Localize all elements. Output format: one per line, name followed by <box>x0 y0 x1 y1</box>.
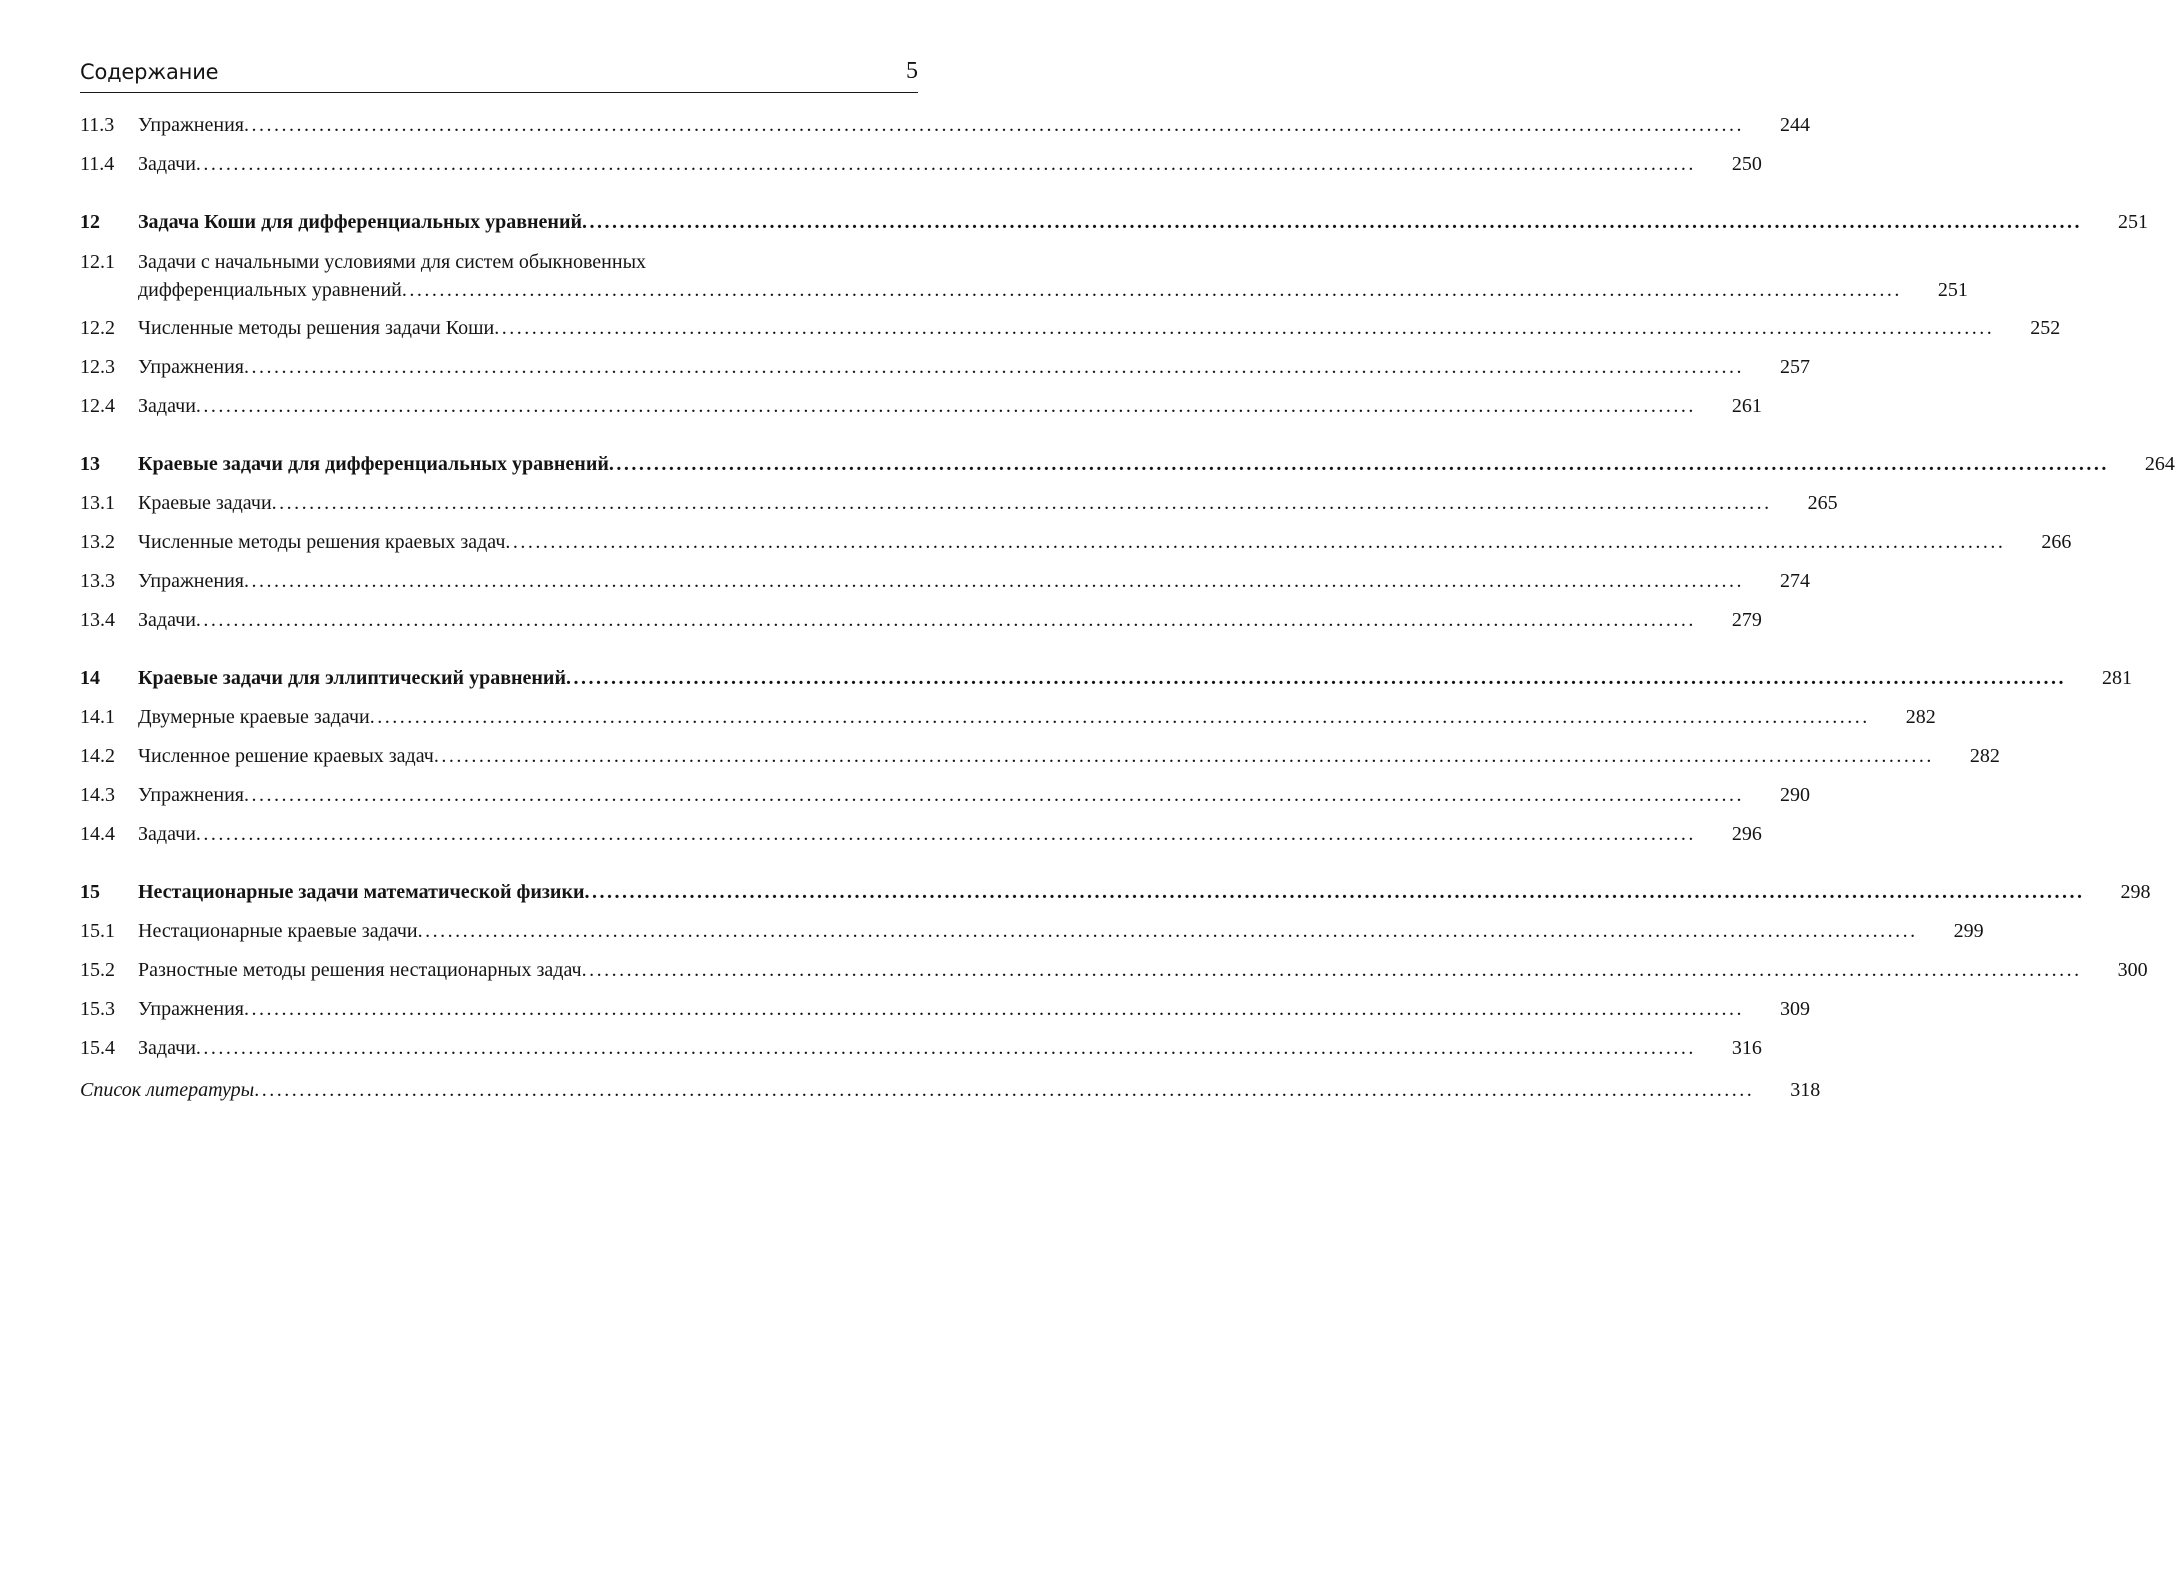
toc-entry-number: 14.3 <box>80 784 115 806</box>
dot-leader: ........................................................................................................................................................................................................ <box>584 881 2085 903</box>
toc-entry-number: 12 <box>80 211 100 233</box>
toc-entry-page: 279 <box>1731 609 1762 631</box>
toc-entry-page: 274 <box>1780 570 1810 592</box>
dot-leader: ........................................................................................................................................................................................................ <box>195 609 1696 631</box>
toc-entry-page: 296 <box>1731 823 1762 845</box>
toc-entry-page: 261 <box>1731 395 1762 417</box>
toc-entry-page: 290 <box>1780 784 1810 806</box>
toc-entry-title: Нестационарные задачи математической физики <box>138 881 585 903</box>
toc-entry-title: Упражнения <box>138 784 244 806</box>
dot-leader: ........................................................................................................................................................................................................ <box>195 153 1696 175</box>
dot-leader: ........................................................................................................................................................................................................ <box>195 395 1696 417</box>
toc-entry-page: 265 <box>1807 492 1838 514</box>
toc-entry-page: 250 <box>1731 153 1762 175</box>
toc-entry-title: Задача Коши для дифференциальных уравнений <box>138 211 582 233</box>
toc-entry-page: 251 <box>1937 279 1968 301</box>
dot-leader: ........................................................................................................................................................................................................ <box>505 531 2006 553</box>
dot-leader: ........................................................................................................................................................................................................ <box>565 667 2066 689</box>
toc-entry-number: 13.4 <box>80 609 115 631</box>
toc-entry-page: 282 <box>1969 745 2000 767</box>
running-head-page-number: 5 <box>906 58 918 84</box>
toc-entry-number: 12.3 <box>80 356 115 378</box>
dot-leader: ........................................................................................................................................................................................................ <box>195 823 1696 845</box>
dot-leader: ........................................................................................................................................................................................................ <box>581 959 2082 981</box>
toc-entry-page: 316 <box>1731 1037 1762 1059</box>
toc-entry-number: 15.3 <box>80 998 115 1020</box>
dot-leader: ........................................................................................................................................................................................................ <box>195 1037 1696 1059</box>
toc-entry-number: 14.4 <box>80 823 115 845</box>
toc-entry-page: 257 <box>1780 356 1810 378</box>
toc-entry-number: 14 <box>80 667 100 689</box>
dot-leader: ........................................................................................................................................................................................................ <box>608 453 2109 475</box>
toc-entry-page: 252 <box>2030 317 2061 339</box>
toc-entry-number: 11.3 <box>80 114 115 136</box>
toc-entry-number: 15.4 <box>80 1037 115 1059</box>
toc-entry-number: 13.1 <box>80 492 115 514</box>
toc-entry-title: Задачи <box>138 153 196 175</box>
toc-entry-page: 299 <box>1953 920 1984 942</box>
toc-entry-page: 266 <box>2041 531 2072 553</box>
toc-entry-title: Упражнения <box>138 998 244 1020</box>
running-head-title: Содержание <box>80 60 219 84</box>
toc-entry-title: Численное решение краевых задач <box>138 745 434 767</box>
toc-entry-number: 14.2 <box>80 745 115 767</box>
toc-entry-number: 13 <box>80 453 100 475</box>
toc-entry-title: Краевые задачи для дифференциальных уравнений <box>138 453 609 475</box>
toc-entry-page: 309 <box>1780 998 1810 1020</box>
toc-entry-title: Численные методы решения краевых задач <box>138 531 506 553</box>
toc-entry-title: Численные методы решения задачи Коши <box>138 317 495 339</box>
toc-entry-page: 281 <box>2101 667 2132 689</box>
toc-entry-page: 298 <box>2120 881 2151 903</box>
dot-leader: ........................................................................................................................................................................................................ <box>244 784 1744 806</box>
toc-entry-page: 318 <box>1790 1079 1821 1101</box>
dot-leader: ........................................................................................................................................................................................................ <box>244 998 1744 1020</box>
toc-entry-number: 14.1 <box>80 706 115 728</box>
toc-entry-title: Двумерные краевые задачи <box>138 706 370 728</box>
running-head <box>80 58 918 93</box>
dot-leader: ........................................................................................................................................................................................................ <box>582 211 2082 233</box>
toc-entry-number: 15.2 <box>80 959 115 981</box>
toc-entry-title: Краевые задачи для эллиптический уравнений <box>138 667 566 689</box>
dot-leader: ........................................................................................................................................................................................................ <box>244 356 1744 378</box>
toc-entry-title: Задачи <box>138 609 196 631</box>
dot-leader: ........................................................................................................................................................................................................ <box>254 1079 1755 1101</box>
toc-entry-number: 12.2 <box>80 317 115 339</box>
toc-entry-title-line1: Задачи с начальными условиями для систем обыкновенных <box>138 251 647 273</box>
toc-entry-title: Упражнения <box>138 114 244 136</box>
toc-entry-title: Задачи <box>138 823 196 845</box>
toc-entry-title: Разностные методы решения нестационарных задач <box>138 959 582 981</box>
toc-entry-title: Упражнения <box>138 356 244 378</box>
toc-entry-title: Упражнения <box>138 570 244 592</box>
dot-leader: ........................................................................................................................................................................................................ <box>401 279 1902 301</box>
toc-entry-number: 13.2 <box>80 531 115 553</box>
toc-entry-title: Задачи <box>138 1037 196 1059</box>
toc-entry-title: Список литературы <box>80 1079 255 1101</box>
toc-entry-title: Краевые задачи <box>138 492 272 514</box>
toc-entry-number: 13.3 <box>80 570 115 592</box>
toc-entry-title: Нестационарные краевые задачи <box>138 920 418 942</box>
toc-entry-number: 12.4 <box>80 395 115 417</box>
toc-entry-title: дифференциальных уравнений <box>138 279 402 301</box>
dot-leader: ........................................................................................................................................................................................................ <box>244 114 1744 136</box>
toc-entry-page: 300 <box>2117 959 2148 981</box>
toc-entry-title: Задачи <box>138 395 196 417</box>
toc-entry-number: 12.1 <box>80 251 115 273</box>
dot-leader: ........................................................................................................................................................................................................ <box>369 706 1870 728</box>
toc-entry-number: 15 <box>80 881 100 903</box>
toc-entry-page: 264 <box>2144 453 2175 475</box>
dot-leader: ........................................................................................................................................................................................................ <box>417 920 1918 942</box>
dot-leader: ........................................................................................................................................................................................................ <box>244 570 1744 592</box>
toc-entry-page: 282 <box>1905 706 1936 728</box>
toc-entry-number: 11.4 <box>80 153 115 175</box>
dot-leader: ........................................................................................................................................................................................................ <box>271 492 1772 514</box>
toc-entry-number: 15.1 <box>80 920 115 942</box>
dot-leader: ........................................................................................................................................................................................................ <box>494 317 1995 339</box>
toc-entry-page: 251 <box>2118 211 2148 233</box>
toc-entry-page: 244 <box>1780 114 1810 136</box>
dot-leader: ........................................................................................................................................................................................................ <box>433 745 1934 767</box>
